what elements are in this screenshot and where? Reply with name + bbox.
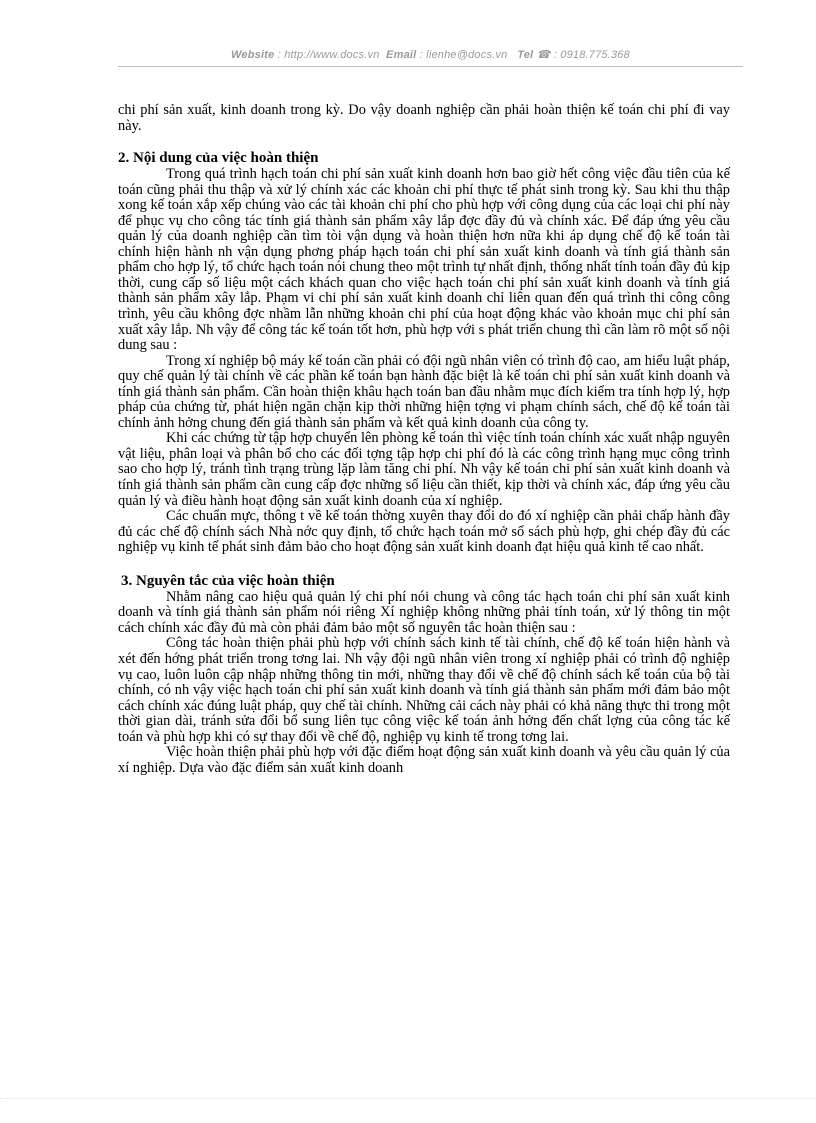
document-body [118, 103, 730, 776]
intro-paragraph: chi phí sản xuất, kinh doanh trong kỳ. Do vậy doanh nghiệp cần phải hoàn thiện kế toán chi phí đi vay này. [118, 102, 730, 134]
section-3-paragraph: Công tác hoàn thiện phải phù hợp với chính sách kinh tế tài chính, chế độ kế toán hiện hành và xét đến hớng phát triển trong tơng lai. Nh vậy đội ngũ nhân viên trong xí nghiệp phải có trình độ nghiệp vụ cao, luôn luôn cập nhập những thông tin mới, những thay đổi về chế độ chính sách kế toán của bộ tài chính, có nh vậy việc hạch toán chi phí sản xuất kinh doanh và tính giá thành sản phẩm mới đảm bảo một cách chính xác đúng luật pháp, quy chế tài chính. Những cải cách này phải có khả năng thực thi trong một thời gian dài, tránh sửa đổi bổ sung liên tục công việc kế toán ảnh hởng đến chất lợng của công tác kế toán và phù hợp khi có sự thay đổi về chế độ, nghiệp vụ kinh tế trong tơng lai. [118, 635, 730, 745]
section-3-heading: 3. Nguyên tắc của việc hoàn thiện [121, 572, 335, 589]
header-divider [118, 66, 743, 67]
phone-icon: ☎ [536, 49, 551, 61]
email-label: Email [386, 49, 417, 61]
section-2-paragraph: Trong xí nghiệp bộ máy kế toán cần phải có đội ngũ nhân viên có trình độ cao, am hiểu luật pháp, quy chế quản lý tài chính về các phần kế toán bạn hành đặc biệt là kế toán chi phí sản xuất kinh doanh và tính giá thành sản phẩm. Cần hoàn thiện khâu hạch toán ban đầu nhằm mục đích kiểm tra tính hợp lý, hợp pháp của chứng từ, phát hiện ngăn chặn kịp thời những hiện tợng vi phạm chính sách, chế độ kế toán tài chính ảnh hởng chung đến giá thành sản phẩm và kết quả kinh doanh của công ty. [118, 352, 730, 431]
section-2-heading: 2. Nội dung của việc hoàn thiện [118, 150, 319, 167]
section-3-paragraph: Việc hoàn thiện phải phù hợp với đặc điểm hoạt động sản xuất kinh doanh và yêu cầu quản lý của xí nghiệp. Dựa vào đặc điểm sản xuất kinh doanh [118, 744, 730, 776]
website-label: Website [231, 49, 275, 61]
section-2-paragraph: Khi các chứng từ tập hợp chuyển lên phòng kế toán thì việc tính toán chính xác xuất nhập nguyên vật liệu, phân loại và phân bổ cho các đối tợng tập hợp chi phí đó là các công trình hạng mục công trình sao cho hợp lý, tránh tình trạng trùng lặp làm tăng chi phí. Nh vậy kế toán chi phí sản xuất kinh doanh và tính giá thành sản phẩm cần cung cấp đợc những số liệu cần thiết, kịp thời và chính xác, đáp ứng yêu cầu quản lý và điều hành hoạt động sản xuất kinh doanh của xí nghiệp. [118, 430, 730, 509]
tel-value: : 0918.775.368 [553, 49, 630, 61]
section-2-paragraph: Trong quá trình hạch toán chi phí sản xuất kinh doanh hơn bao giờ hết công việc đầu tiên của kế toán cũng phải thu thập và xử lý chính xác các khoản chi phí thực tế phát sinh trong kỳ. Sau khi thu thập xong kế toán xắp xếp chúng vào các tài khoản chi phí cho phù hợp với công dụng của các loại chi phí này để phục vụ cho công tác tính giá thành sản phẩm xây lắp đợc đầy đủ và chính xác. Để đáp ứng yêu cầu quản lý của doanh nghiệp cần tìm tòi vận dụng và hoàn thiện hơn nữa khi áp dụng chế độ kế toán tài chính hiện hành nh vận dụng phơng pháp hạch toán chi phí sản xuất kinh doanh và tính giá thành sản phẩm cho hợp lý, tổ chức hạch toán nói chung theo một trình tự nhất định, thống nhất tính toán đầy đủ kịp thời, cung cấp số liệu một cách khách quan cho việc hạch toán chi phí sản xuất kinh doanh và tính giá thành sản phẩm xây lắp. Phạm vi chi phí sản xuất kinh doanh chỉ liên quan đến quá trình thi công công trình, yêu cầu không đợc nhầm lẫn những khoản chi phí của hoạt động khác vào khoản mục chi phí sản xuất xây lắp. Nh vậy để công tác kế toán tốt hơn, phù hợp với s phát triển chung thì cần làm rõ một số nội dung sau : [118, 166, 730, 354]
website-value[interactable]: : http://www.docs.vn [277, 49, 380, 61]
footer-divider [0, 1098, 816, 1099]
section-2-paragraph: Các chuẩn mực, thông t về kế toán thờng xuyên thay đổi do đó xí nghiệp cần phải chấp hành đầy đủ các chế độ chính sách Nhà nớc quy định, tổ chức hạch toán mở sổ sách phù hợp, ghi chép đầy đủ các nghiệp vụ kinh tế phát sinh đảm bảo cho hoạt động sản xuất kinh doanh đạt hiệu quả kinh tế cao nhất. [118, 508, 730, 556]
page-header [118, 48, 743, 61]
section-3-paragraph: Nhằm nâng cao hiệu quả quản lý chi phí nói chung và công tác hạch toán chi phí sản xuất kinh doanh và tính giá thành sản phẩm nói riêng Xí nghiệp không những phải tính toán, xử lý thông tin một cách chính xác đầy đủ mà còn phải đảm bảo một số nguyên tắc hoàn thiện sau : [118, 588, 730, 636]
email-value[interactable]: : lienhe@docs.vn [419, 49, 508, 61]
tel-label: Tel [517, 49, 534, 61]
